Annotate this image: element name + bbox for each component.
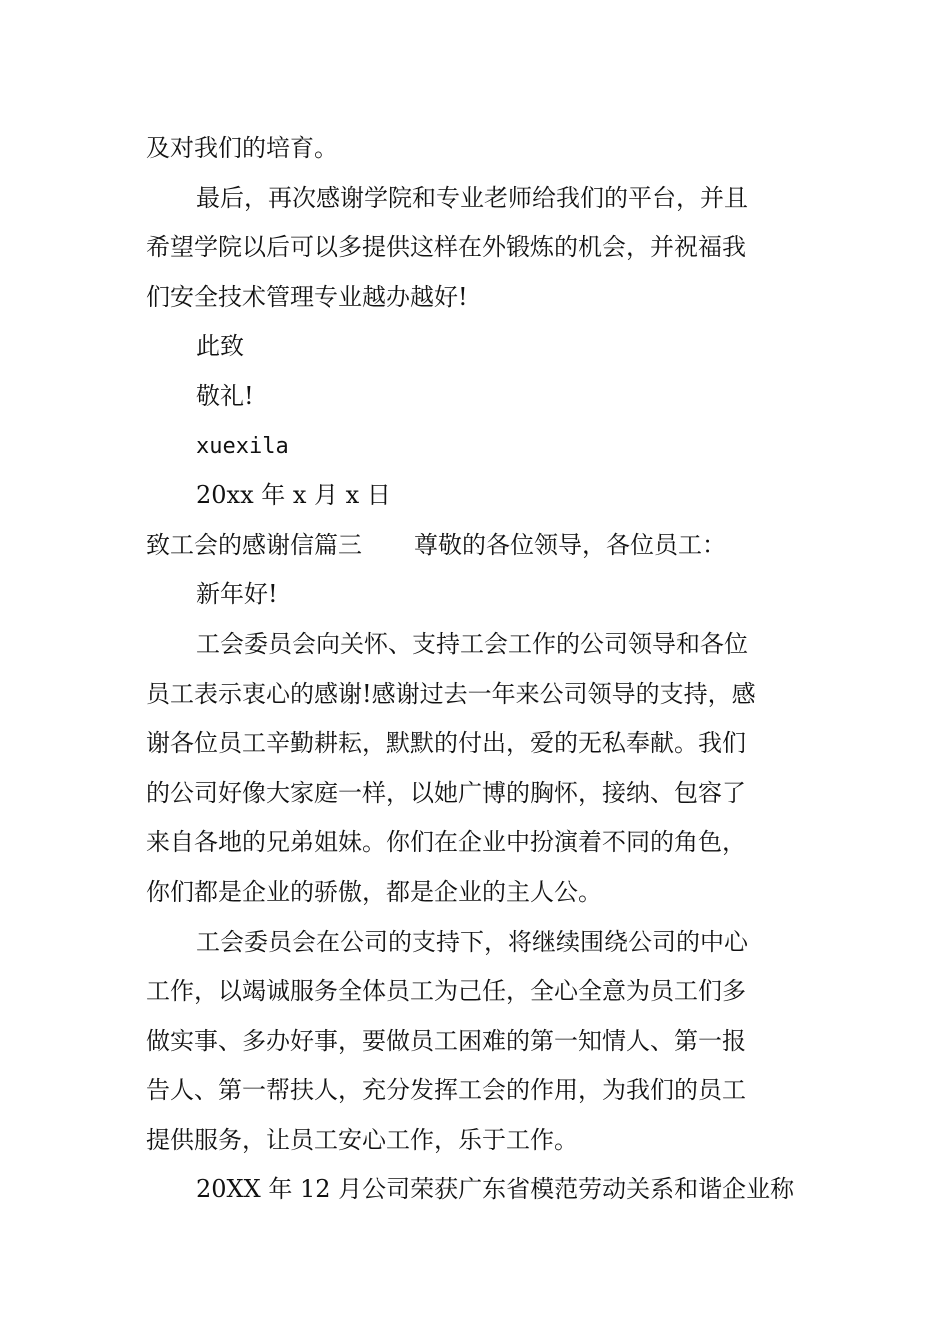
document-body <box>146 124 808 1215</box>
text-line: 来自各地的兄弟姐妹。你们在企业中扮演着不同的角色， <box>146 828 746 857</box>
text-line: 做实事、多办好事，要做员工困难的第一知情人、第一报 <box>146 1026 746 1055</box>
text-line: 及对我们的培育。 <box>146 134 338 162</box>
signature: xuexila <box>196 433 289 459</box>
text-line: 工会委员会向关怀、支持工会工作的公司领导和各位 <box>196 629 748 658</box>
text-line: 告人、第一帮扶人，充分发挥工会的作用，为我们的员工 <box>146 1076 746 1105</box>
date: 20xx 年 x 月 x 日 <box>196 481 391 510</box>
text-line: 员工表示衷心的感谢!感谢过去一年来公司领导的支持，感 <box>146 679 756 708</box>
closing-salutation: 此致 <box>196 332 244 361</box>
text-line: 希望学院以后可以多提供这样在外锻炼的机会，并祝福我 <box>146 233 746 262</box>
text-line: 谢各位员工辛勤耕耘，默默的付出，爱的无私奉献。我们 <box>146 729 746 758</box>
text-line: 的公司好像大家庭一样，以她广博的胸怀，接纳、包容了 <box>146 778 746 807</box>
text-line: 最后，再次感谢学院和专业老师给我们的平台，并且 <box>196 183 748 212</box>
text-line: 工会委员会在公司的支持下，将继续围绕公司的中心 <box>196 927 748 956</box>
text-line: 提供服务，让员工安心工作，乐于工作。 <box>146 1125 578 1154</box>
text-line: 们安全技术管理专业越办越好! <box>146 282 468 311</box>
greeting: 尊敬的各位领导，各位员工： <box>414 530 726 559</box>
text-line: 你们都是企业的骄傲，都是企业的主人公。 <box>146 877 602 906</box>
closing-regards: 敬礼! <box>196 381 254 410</box>
section-heading: 致工会的感谢信篇三 <box>146 530 362 559</box>
text-line: 工作，以竭诚服务全体员工为己任，全心全意为员工们多 <box>146 977 746 1006</box>
section-heading-line <box>146 521 808 571</box>
text-line: 新年好! <box>196 580 278 609</box>
text-line: 20XX 年 12 月公司荣获广东省模范劳动关系和谐企业称 <box>196 1175 795 1204</box>
